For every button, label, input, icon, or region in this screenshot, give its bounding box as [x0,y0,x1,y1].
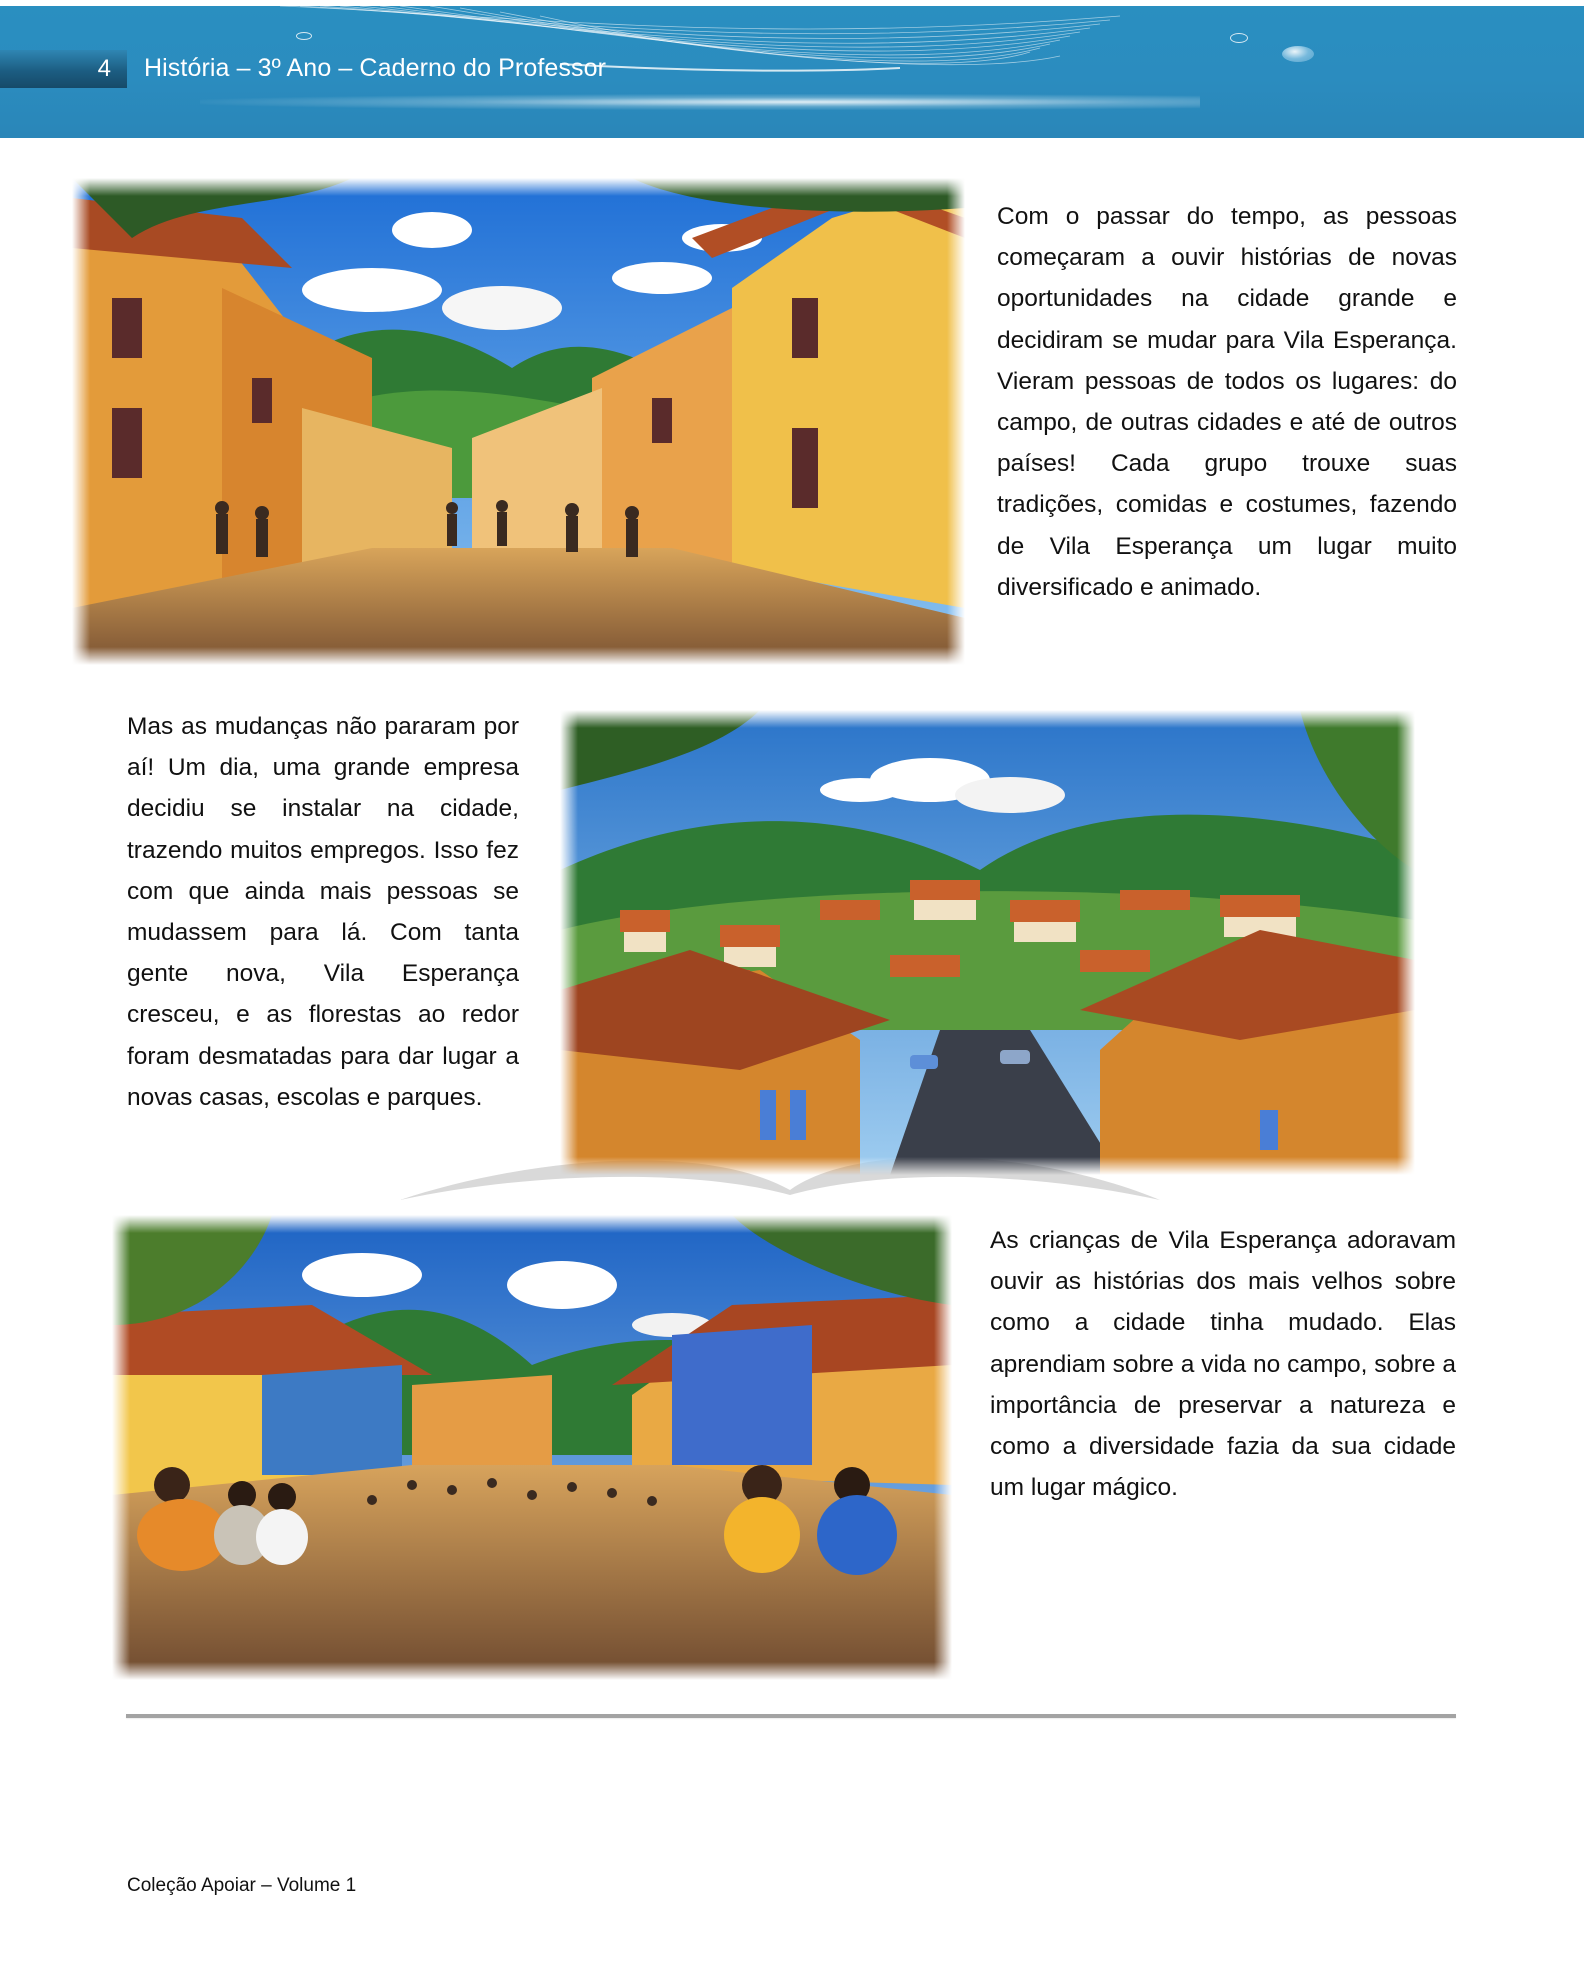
hillside-town-illustration [560,710,1415,1175]
colonial-street-market-illustration [72,178,965,665]
page-number: 4 [97,55,111,82]
footer-collection-volume: Coleção Apoiar – Volume 1 [127,1875,357,1896]
page-number-tab [0,50,127,88]
light-streak-decoration [200,94,1200,110]
bubble-decoration [296,32,312,40]
bubble-decoration [1230,33,1248,43]
header-title: História – 3º Ano – Caderno do Professor [144,54,606,82]
footer-divider [126,1714,1456,1718]
header-banner [0,6,1584,138]
paragraph-children-stories: As crianças de Vila Esperança adoravam ouvir as histórias dos mais velhos sobre como a cidade tinha mudado. Elas aprendiam sobre a vida no campo, sobre a importância de preservar a natureza e como a diversidade fazia da sua cidade um lugar mágico. [990,1227,1456,1502]
town-square-children-illustration [112,1215,952,1680]
water-drop-decoration [1282,46,1314,62]
paragraph-new-opportunities: Com o passar do tempo, as pessoas começaram a ouvir histórias de novas oportunidades na cidade grande e decidiram se mudar para Vila Esperança. Vieram pessoas de todos os lugares: do campo, de outras cidades e até de outros países! Cada grupo trouxe suas tradições, comidas e costumes, fazendo de Vila Esperança um lugar muito diversificado e animado. [997,203,1457,601]
paragraph-town-growth: Mas as mudanças não pararam por aí! Um dia, uma grande empresa decidiu se instalar na cidade, trazendo muitos empregos. Isso fez com que ainda mais pessoas se mudassem para lá. Com tanta gente nova, Vila Esperança cresceu, e as florestas ao redor foram desmatadas para dar lugar a novas casas, escolas e parques. [127,713,519,1111]
